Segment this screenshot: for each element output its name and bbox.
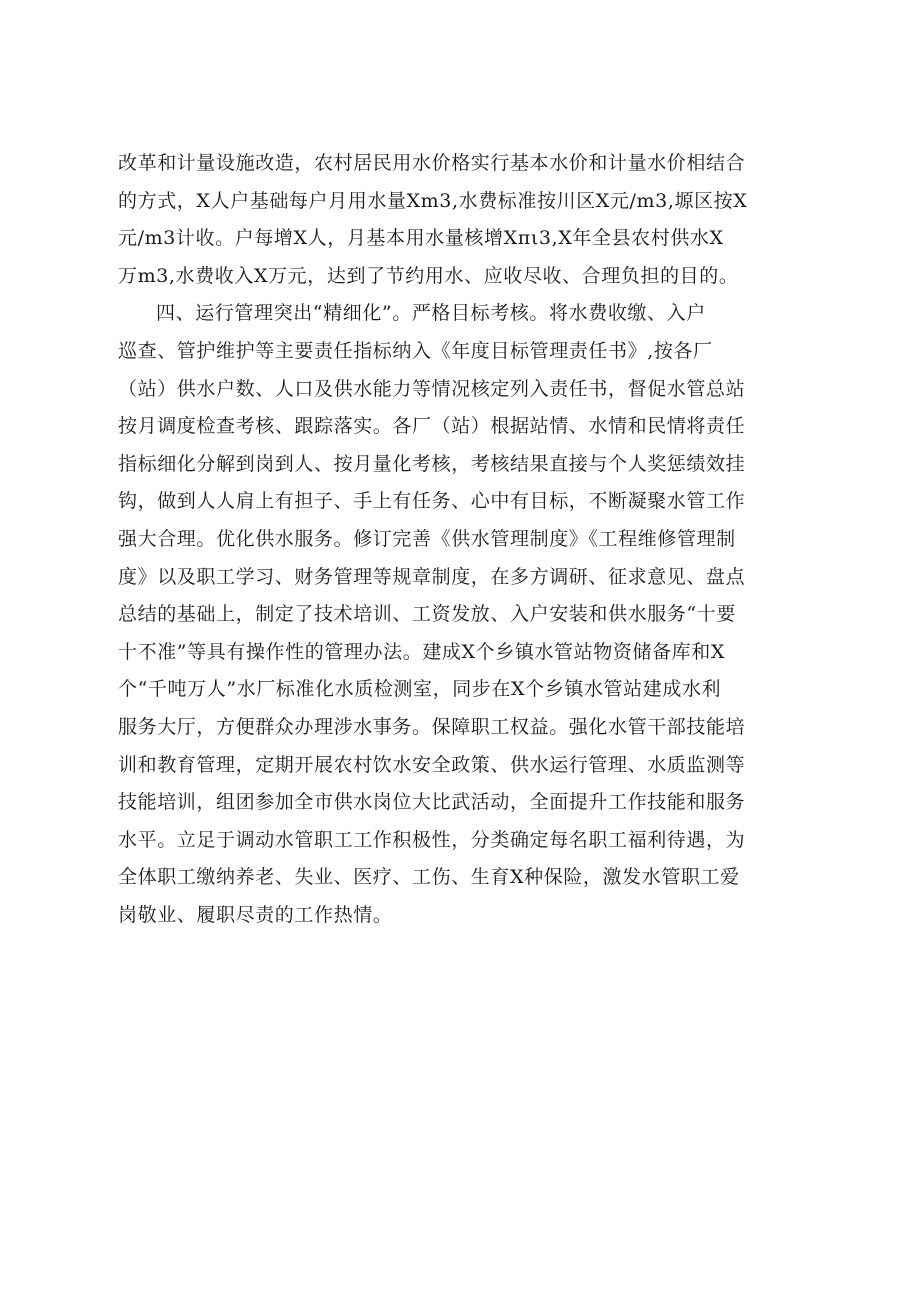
body-text <box>118 145 808 934</box>
text-line-14: 十不准”等具有操作性的管理办法。建成X个乡镇水管站物资储备库和X <box>118 640 725 663</box>
text-line-19: 水平。立足于调动水管职工工作积极性，分类确定每名职工福利待遇，为 <box>118 828 746 851</box>
text-line-4: 万m3,水费收入X万元，达到了节约用水、应收尽收、合理负担的目的。 <box>118 264 739 287</box>
text-line-8: 按月调度检查考核、跟踪落实。各厂（站）根据站情、水情和民情将责任 <box>118 415 746 438</box>
text-line-7: （站）供水户数、人口及供水能力等情况核定列入责任书，督促水管总站 <box>118 377 746 400</box>
text-line-15: 个“千吨万人”水厂标准化水质检测室，同步在X个乡镇水管站建成水利 <box>118 678 722 701</box>
text-line-9: 指标细化分解到岗到人、按月量化考核，考核结果直接与个人奖惩绩效挂 <box>118 452 746 475</box>
text-line-12: 度》以及职工学习、财务管理等规章制度，在多方调研、征求意见、盘点 <box>118 565 746 588</box>
text-line-13: 总结的基础上，制定了技术培训、工资发放、入户安装和供水服务“十要 <box>118 603 736 626</box>
text-line-21: 岗敬业、履职尽责的工作热情。 <box>118 903 393 926</box>
text-line-17: 训和教育管理，定期开展农村饮水安全政策、供水运行管理、水质监测等 <box>118 753 746 776</box>
text-line-10: 钩，做到人人肩上有担子、手上有任务、心中有目标，不断凝聚水管工作 <box>118 490 746 513</box>
text-line-6: 巡查、管护维护等主要责任指标纳入《年度目标管理责任书》,按各厂 <box>118 339 713 362</box>
text-line-18: 技能培训，组团参加全市供水岗位大比武活动，全面提升工作技能和服务 <box>118 791 746 814</box>
section-heading-line: 四、运行管理突出“精细化”。严格目标考核。将水费收缴、入户 <box>156 302 706 325</box>
text-line-3: 元/m3计收。户每增X人，月基本用水量核增Xπι3,X年全县农村供水X <box>118 227 724 250</box>
text-line-2: 的方式，X人户基础每户月用水量Xm3,水费标准按川区X元/m3,塬区按X <box>118 189 748 212</box>
text-line-16: 服务大厅，方便群众办理涉水事务。保障职工权益。强化水管干部技能培 <box>118 715 746 738</box>
text-line-20: 全体职工缴纳养老、失业、医疗、工伤、生育X种保险，激发水管职工爱 <box>118 866 740 889</box>
text-line-1: 改革和计量设施改造，农村居民用水价格实行基本水价和计量水价相结合 <box>118 152 746 174</box>
text-line-11: 强大合理。优化供水服务。修订完善《供水管理制度》《工程维修管理制 <box>118 527 736 550</box>
